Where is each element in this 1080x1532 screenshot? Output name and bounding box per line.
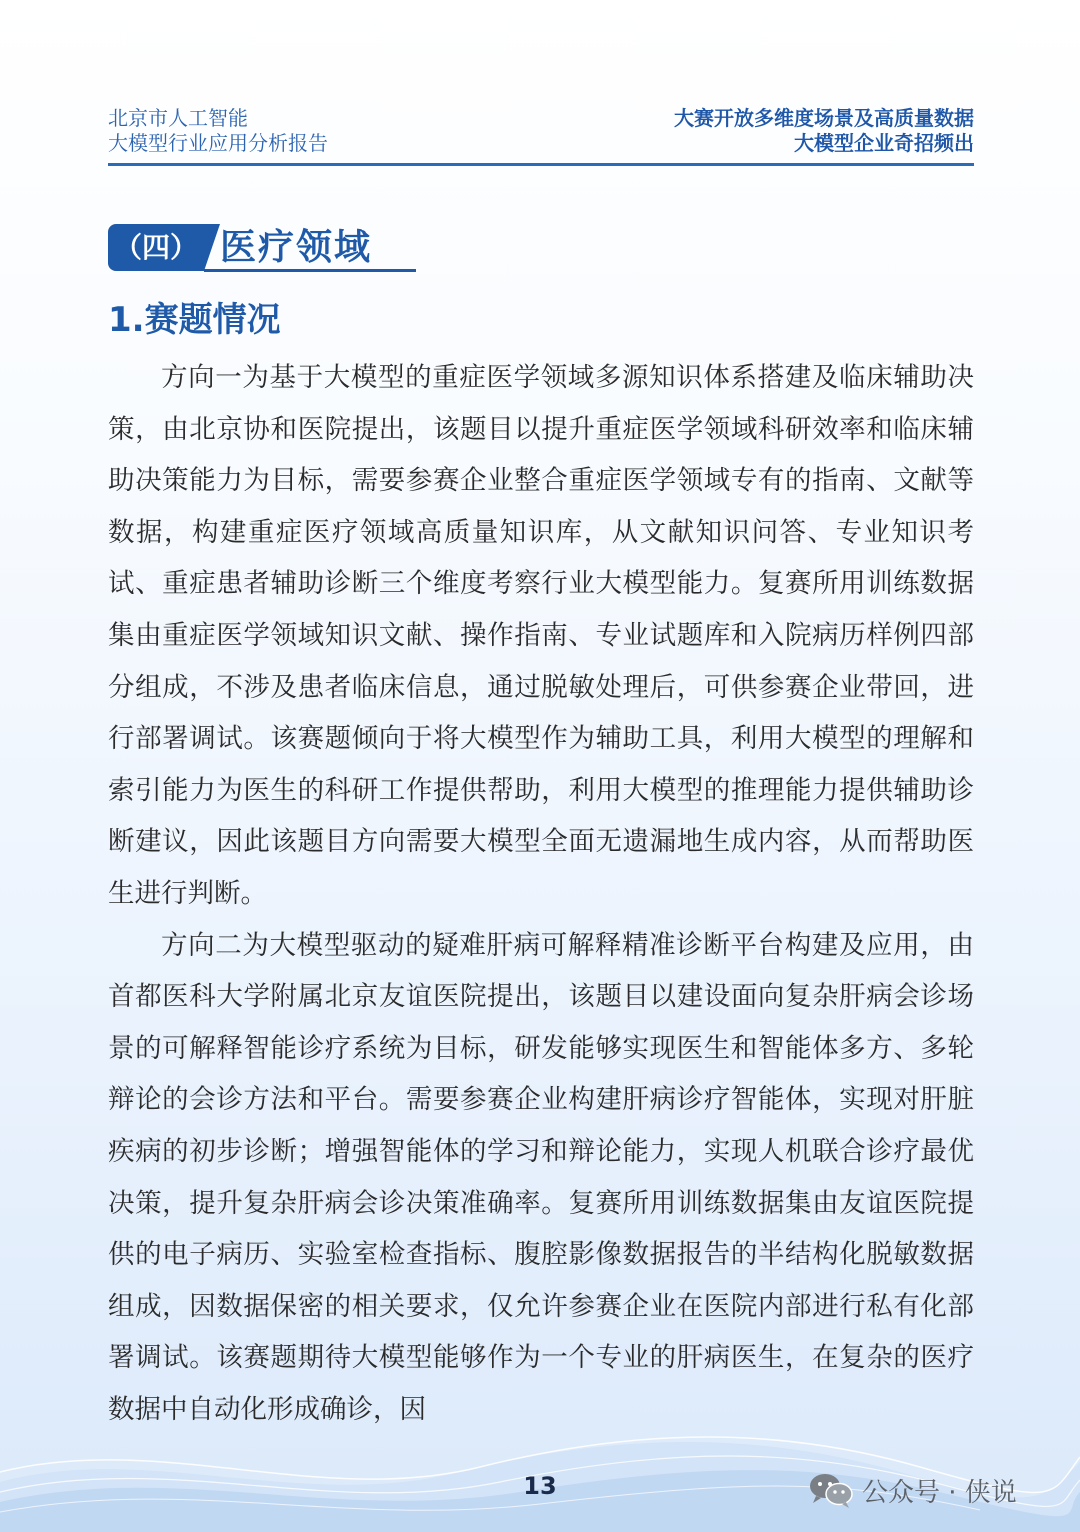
- report-title: [108, 106, 328, 156]
- subsection-title: 1.赛题情况: [108, 300, 281, 340]
- section-badge-tail: [204, 224, 220, 271]
- report-title-line1: 北京市人工智能: [108, 106, 248, 130]
- watermark: [808, 1470, 1017, 1510]
- paragraph-direction-2: 方向二为大模型驱动的疑难肝病可解释精准诊断平台构建及应用，由首都医科大学附属北京友谊医院提出，该题目以建设面向复杂肝病会诊场景的可解释智能诊疗系统为目标，研发能够实现医生和智能体多方、多轮辩论的会诊方法和平台。需要参赛企业构建肝病诊疗智能体，实现对肝脏疾病的初步诊断；增强智能体的学习和辩论能力，实现人机联合诊疗最优决策，提升复杂肝病会诊决策准确率。复赛所用训练数据集由友谊医院提供的电子病历、实验室检查指标、腹腔影像数据报告的半结构化脱敏数据组成，因数据保密的相关要求，仅允许参赛企业在医院内部进行私有化部署调试。该赛题期待大模型能够作为一个专业的肝病医生，在复杂的医疗数据中自动化形成确诊，因: [108, 929, 974, 1425]
- wechat-icon: [808, 1471, 854, 1509]
- watermark-text: 公众号 · 侠说: [862, 1477, 1017, 1508]
- page-header: [108, 106, 974, 164]
- body-text: [108, 352, 974, 1435]
- paragraph-direction-1: 方向一为基于大模型的重症医学领域多源知识体系搭建及临床辅助决策，由北京协和医院提出，该题目以提升重症医学领域科研效率和临床辅助决策能力为目标，需要参赛企业整合重症医学领域专有的指南、文献等数据，构建重症医疗领域高质量知识库，从文献知识问答、专业知识考试、重症患者辅助诊断三个维度考察行业大模型能力。复赛所用训练数据集由重症医学领域知识文献、操作指南、专业试题库和入院病历样例四部分组成，不涉及患者临床信息，通过脱敏处理后，可供参赛企业带回，进行部署调试。该赛题倾向于将大模型作为辅助工具，利用大模型的理解和索引能力为医生的科研工作提供帮助，利用大模型的推理能力提供辅助诊断建议，因此该题目方向需要大模型全面无遗漏地生成内容，从而帮助医生进行判断。: [108, 362, 974, 909]
- chapter-title-line1: 大赛开放多维度场景及高质量数据: [674, 106, 974, 130]
- section-number-badge: （四）: [108, 224, 204, 271]
- section-heading: [108, 224, 420, 274]
- section-title: 医疗领域: [220, 227, 373, 268]
- report-title-line2: 大模型行业应用分析报告: [108, 131, 328, 155]
- header-divider: [108, 163, 974, 166]
- chapter-title-line2: 大模型企业奇招频出: [794, 131, 974, 155]
- section-underline: [204, 269, 416, 272]
- page-number: 13: [523, 1472, 557, 1500]
- chapter-title: [674, 106, 974, 156]
